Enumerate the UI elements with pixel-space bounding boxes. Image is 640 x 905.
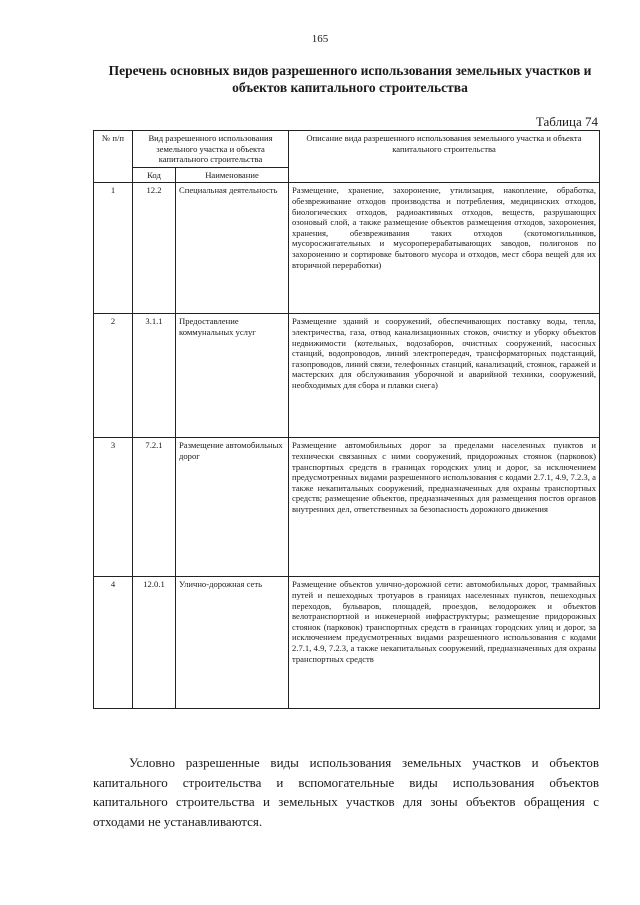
row-number: 2 [94, 314, 133, 438]
row-number: 3 [94, 438, 133, 577]
usage-types-table [93, 130, 600, 709]
page-number: 165 [311, 33, 329, 45]
row-name: Предоставление коммунальных услуг [176, 314, 289, 438]
footer-paragraph: Условно разрешенные виды использования земельных участков и объектов капитального строительства и вспомогательные виды использования объектов капитального строительства и земельных участков для зоны объектов обращения с отходами не устанавливаются. [93, 755, 599, 829]
table-row [94, 314, 600, 438]
table-header-row [94, 131, 600, 168]
row-code: 3.1.1 [133, 314, 176, 438]
row-name: Улично-дорожная сеть [176, 577, 289, 709]
table-caption: Таблица 74 [535, 114, 598, 129]
row-number: 1 [94, 183, 133, 314]
table-row [94, 577, 600, 709]
header-name: Наименование [176, 167, 289, 183]
row-description: Размещение, хранение, захоронение, утилизация, накопление, обработка, обезвреживание отходов производства и потребления, медицинских отходов, биологических отходов, радиоактивных отходов, веществ, разрушающих озоновый слой, а также размещение объектов размещения отходов, захоронения, хранения, обезвреживания таких отходов (скотомогильников, мусоросжигательных и мусороперерабатывающих заводов, полигонов по захоронению и сортировке бытового мусора и отходов, мест сбора вещей для их вторичной переработки) [289, 183, 600, 314]
table-row [94, 183, 600, 314]
row-description: Размещение объектов улично-дорожной сети: автомобильных дорог, трамвайных путей и пешеходных тротуаров в границах населенных пунктов, пешеходных переходов, бульваров, площадей, проездов, велодорожек и объектов велотранспортной и инженерной инфраструктуры; размещение придорожных стоянок (парковок) транспортных средств в границах городских улиц и дорог, за исключением предусмотренных видами разрешенного использования с кодами 2.7.1, 4.9, 7.2.3, а также некапитальных сооружений, предназначенных для охраны транспортных средств [289, 577, 600, 709]
header-number: № п/п [94, 131, 133, 183]
row-code: 12.0.1 [133, 577, 176, 709]
row-code: 12.2 [133, 183, 176, 314]
header-code: Код [133, 167, 176, 183]
document-title: Перечень основных видов разрешенного использования земельных участков и объектов капитального строительства [108, 63, 592, 95]
header-description: Описание вида разрешенного использования земельного участка и объекта капитального строительства [289, 131, 600, 183]
table-row [94, 438, 600, 577]
row-number: 4 [94, 577, 133, 709]
row-name: Специальная деятельность [176, 183, 289, 314]
row-code: 7.2.1 [133, 438, 176, 577]
row-description: Размещение зданий и сооружений, обеспечивающих поставку воды, тепла, электричества, газа, отвод канализационных стоков, очистку и уборку объектов недвижимости (котельных, водозаборов, очистных сооружений, насосных станций, водопроводов, линий электропередач, трансформаторных подстанций, газопроводов, линий связи, телефонных станций, канализаций, стоянок, гаражей и мастерских для обслуживания уборочной и аварийной техники, сооружений, необходимых для сбора и плавки снега) [289, 314, 600, 438]
row-name: Размещение автомобильных дорог [176, 438, 289, 577]
row-description: Размещение автомобильных дорог за пределами населенных пунктов и технически связанных с ними сооружений, придорожных стоянок (парковок) транспортных средств в границах городских улиц и дорог, за исключением предусмотренных видами разрешенного использования с кодами 2.7.1, 4.9, 7.2.3, а также некапитальных сооружений, предназначенных для охраны транспортных средств; размещение объектов, предназначенных для размещения постов органов внутренних дел, ответственных за безопасность дорожного движения [289, 438, 600, 577]
header-usage-type: Вид разрешенного использования земельного участка и объекта капитального строительства [133, 131, 289, 168]
